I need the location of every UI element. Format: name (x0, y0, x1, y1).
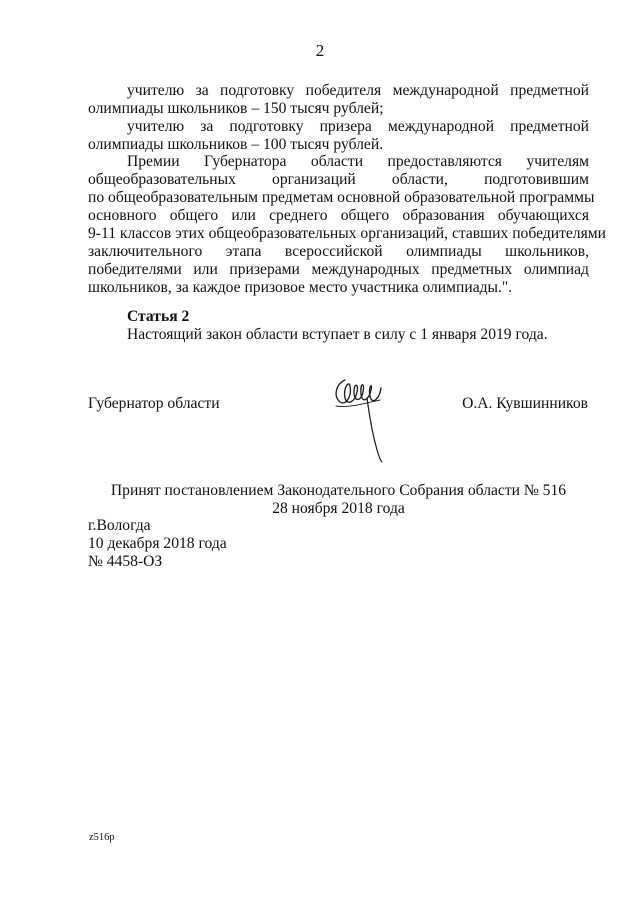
signing-date: 10 декабря 2018 года (88, 535, 227, 552)
adopted-line1: Принят постановлением Законодательного Собрания области № 516 (110, 482, 567, 499)
city: г.Вологда (88, 517, 151, 534)
paragraph3-line2: общеобразовательных организаций области, подготовившим (88, 171, 589, 188)
paragraph3-line4: основного общего или среднего общего образования обучающихся (88, 207, 589, 224)
adopted-line2: 28 ноября 2018 года (272, 500, 405, 517)
page-number: 2 (315, 41, 325, 60)
paragraph3-line6: заключительного этапа всероссийской олимпиады школьников, (88, 243, 589, 260)
governor-title: Губернатор области (88, 395, 220, 412)
paragraph3-line1: Премии Губернатора области предоставляются учителям (127, 153, 589, 170)
paragraph3-line8: школьников, за каждое призовое место участника олимпиады.". (88, 279, 513, 296)
signature-image (330, 372, 386, 464)
paragraph3-line7: победителями или призерами международных предметных олимпиад (88, 261, 589, 278)
governor-name: О.А. Кувшинников (462, 395, 588, 412)
paragraph1-line1: учителю за подготовку победителя международной предметной (127, 82, 589, 99)
article-title: Статья 2 (127, 308, 190, 325)
paragraph1-line2: олимпиады школьников – 150 тысяч рублей; (88, 100, 384, 117)
paragraph3-line5: 9-11 классов этих общеобразовательных организаций, ставших победителями (88, 225, 606, 242)
paragraph3-line3: по общеобразовательным предметам основной образовательной программы (88, 189, 595, 206)
paragraph2-line2: олимпиады школьников – 100 тысяч рублей. (88, 136, 384, 153)
article-text: Настоящий закон области вступает в силу с 1 января 2019 года. (127, 326, 548, 343)
law-number: № 4458-ОЗ (88, 553, 163, 570)
paragraph2-line1: учителю за подготовку призера международной предметной (127, 118, 589, 135)
document-code: z516p (89, 832, 115, 843)
